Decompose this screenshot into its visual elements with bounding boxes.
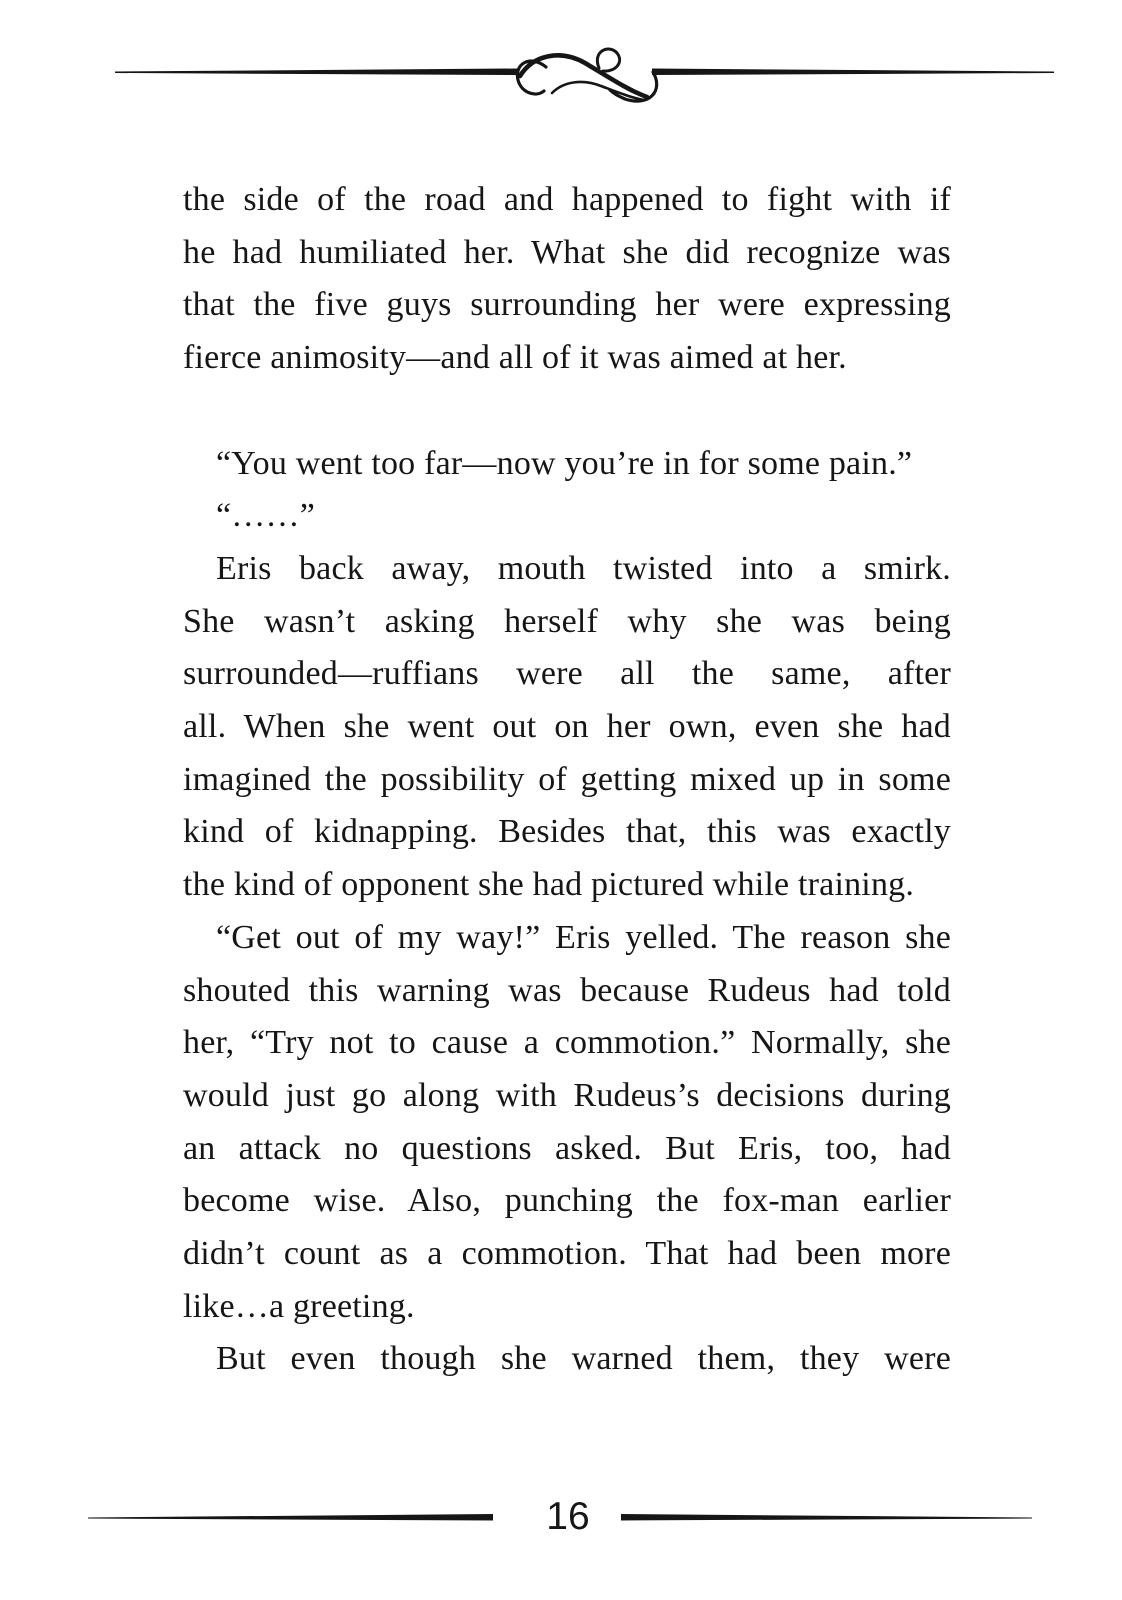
text-line: become wise. Also, punching the fox-man earlier [183, 1182, 951, 1220]
text-line: like…a greeting. [183, 1287, 415, 1325]
text-line: “You went too far—now you’re in for some pain.” [216, 444, 913, 482]
footer-rule-left [88, 1514, 493, 1521]
text-line: that the five guys surrounding her were expressing [183, 286, 951, 324]
text-line: “Get out of my way!” Eris yelled. The reason she [216, 918, 951, 956]
page-number: 16 [546, 1495, 590, 1538]
text-line: fierce animosity—and all of it was aimed at her. [183, 339, 847, 377]
text-line: But even though she warned them, they were [216, 1340, 951, 1378]
header-rule-left [115, 69, 517, 76]
header-divider [115, 40, 1056, 130]
footer-rule-right [621, 1514, 1032, 1521]
text-line: the kind of opponent she had pictured while training. [183, 866, 915, 904]
text-line: an attack no questions asked. But Eris, too, had [183, 1129, 951, 1167]
text-line: imagined the possibility of getting mixed up in some [183, 760, 951, 798]
flourish-icon [517, 49, 656, 101]
text-line: he had humiliated her. What she did recognize was [183, 233, 951, 271]
text-line: Eris back away, mouth twisted into a smirk. [216, 549, 951, 587]
text-line: She wasn’t asking herself why she was being [183, 602, 951, 640]
text-line: surrounded—ruffians were all the same, after [183, 655, 951, 693]
text-line: the side of the road and happened to fight with if [183, 181, 951, 218]
text-line: would just go along with Rudeus’s decisions during [183, 1076, 951, 1114]
page-text [183, 174, 951, 1386]
header-rule-right [652, 69, 1054, 76]
text-line: her, “Try not to cause a commotion.” Normally, she [183, 1024, 951, 1062]
text-line: didn’t count as a commotion. That had been more [183, 1235, 951, 1273]
text-line: all. When she went out on her own, even she had [183, 708, 951, 746]
text-line: shouted this warning was because Rudeus had told [183, 971, 951, 1009]
text-line: kind of kidnapping. Besides that, this was exactly [183, 813, 951, 851]
text-line: “……” [216, 497, 315, 535]
